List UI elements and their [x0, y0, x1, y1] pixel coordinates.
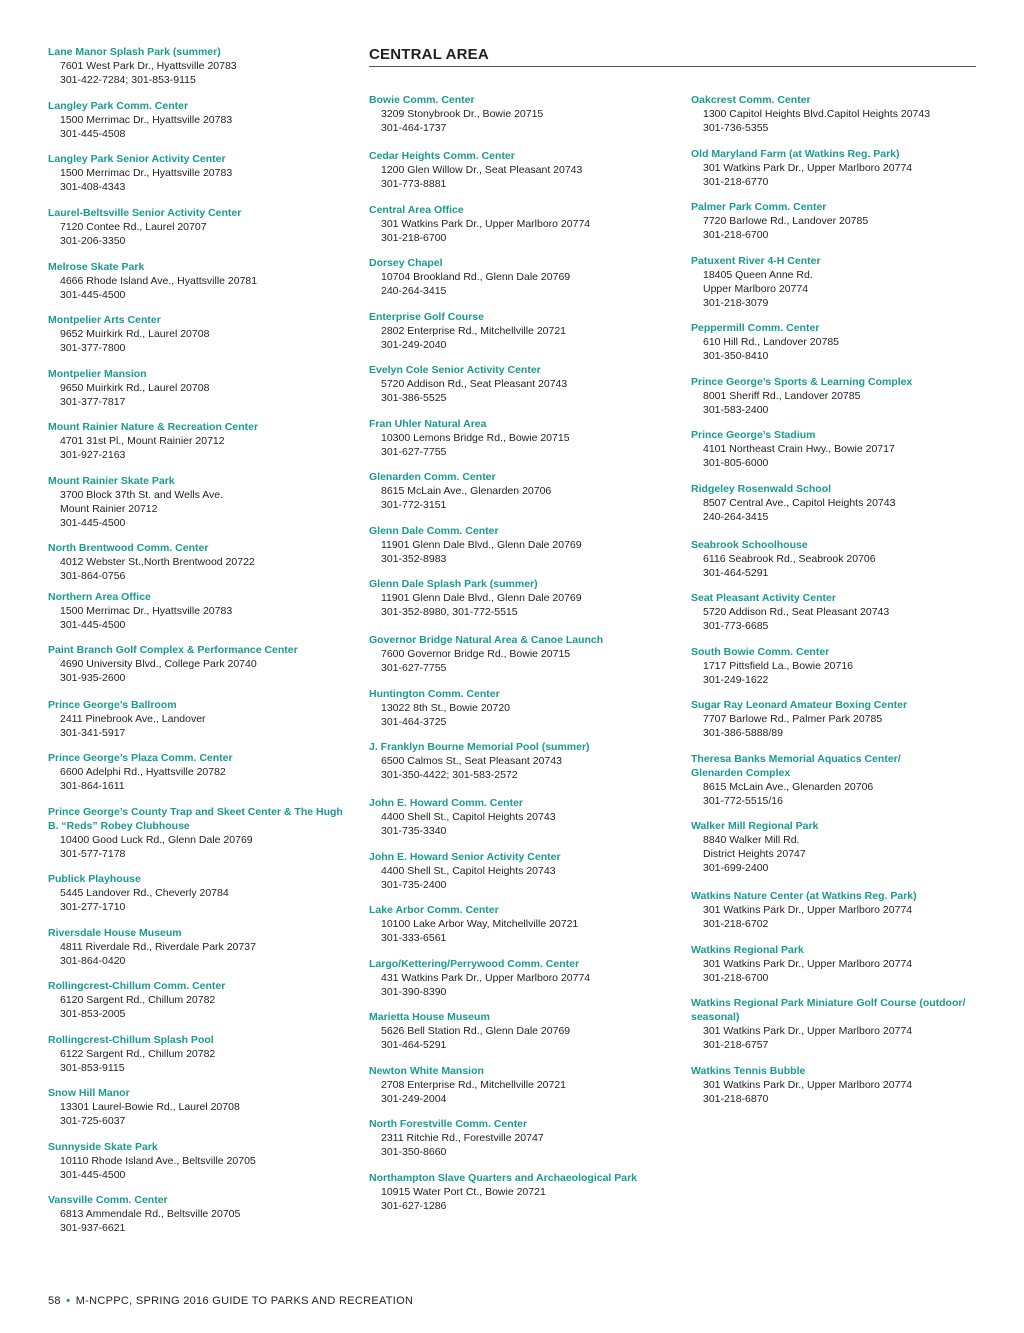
facility-name: Vansville Comm. Center [48, 1194, 168, 1206]
facility-phone: 301-699-2400 [703, 862, 769, 874]
facility-phone: 301-577-7178 [60, 848, 126, 860]
facility-name: Theresa Banks Memorial Aquatics Center/ [691, 753, 901, 765]
facility-phone: 301-627-1286 [381, 1200, 447, 1212]
facility-address: 431 Watkins Park Dr., Upper Marlboro 20774 [381, 972, 591, 984]
facility-entry-oakcrest-comm-center [691, 93, 991, 135]
facility-address: 4666 Rhode Island Ave., Hyattsville 20781 [60, 275, 258, 287]
facility-name: Marietta House Museum [369, 1011, 490, 1023]
facility-entry-seat-pleasant-activity-center [691, 591, 991, 633]
facility-entry-laurel-beltsville-senior-activity-center [48, 206, 348, 248]
facility-name: Evelyn Cole Senior Activity Center [369, 364, 541, 376]
facility-entry-prince-george-s-plaza-comm-center [48, 751, 348, 793]
facility-name: Prince George’s Ballroom [48, 699, 177, 711]
facility-phone: 301-772-3151 [381, 499, 447, 511]
facility-entry-ridgeley-rosenwald-school [691, 482, 991, 524]
facility-phone: 301-249-2040 [381, 339, 447, 351]
facility-address: 6500 Calmos St., Seat Pleasant 20743 [381, 755, 562, 767]
facility-name: Ridgeley Rosenwald School [691, 483, 832, 495]
facility-name: Huntington Comm. Center [369, 688, 500, 700]
facility-entry-fran-uhler-natural-area [369, 417, 669, 459]
facility-address: 6600 Adelphi Rd., Hyattsville 20782 [60, 766, 226, 778]
facility-name-continued: B. “Reds” Robey Clubhouse [48, 820, 190, 832]
facility-phone: 301-445-4500 [60, 289, 126, 301]
facility-phone: 301-853-9115 [60, 1062, 125, 1074]
facility-phone: 301-805-6000 [703, 457, 769, 469]
facility-entry-melrose-skate-park [48, 260, 348, 302]
facility-entry-john-e-howard-senior-activity-center [369, 850, 669, 892]
facility-address: District Heights 20747 [703, 848, 806, 860]
facility-address: 8840 Walker Mill Rd. [703, 834, 800, 846]
facility-entry-walker-mill-regional-park [691, 819, 991, 875]
facility-address: 5445 Landover Rd., Cheverly 20784 [60, 887, 229, 899]
facility-name: Bowie Comm. Center [369, 94, 475, 106]
facility-name: Laurel-Beltsville Senior Activity Center [48, 207, 242, 219]
facility-phone: 301-735-3340 [381, 825, 447, 837]
facility-address: 4101 Northeast Crain Hwy., Bowie 20717 [703, 443, 895, 455]
facility-address: 2708 Enterprise Rd., Mitchellville 20721 [381, 1079, 567, 1091]
facility-name: Governor Bridge Natural Area & Canoe Launch [369, 634, 604, 646]
facility-name: Glenn Dale Comm. Center [369, 525, 499, 537]
facility-address: 10300 Lemons Bridge Rd., Bowie 20715 [381, 432, 570, 444]
facility-entry-prince-george-s-county-trap-and-skeet-center-the-hugh [48, 805, 348, 861]
facility-phone: 301-377-7817 [60, 396, 126, 408]
facility-name: Langley Park Comm. Center [48, 100, 189, 112]
facility-address: 10100 Lake Arbor Way, Mitchellville 20721 [381, 918, 579, 930]
facility-entry-peppermill-comm-center [691, 321, 991, 363]
footer-text: M-NCPPC, SPRING 2016 GUIDE TO PARKS AND RECREATION [75, 1295, 414, 1307]
facility-address: 1300 Capitol Heights Blvd.Capitol Heights 20743 [703, 108, 931, 120]
facility-name: Rollingcrest-Chillum Splash Pool [48, 1034, 214, 1046]
facility-phone: 301-386-5525 [381, 392, 447, 404]
facility-phone: 301-864-0756 [60, 570, 126, 582]
facility-phone: 301-390-8390 [381, 986, 447, 998]
facility-address: 2311 Ritchie Rd., Forestville 20747 [381, 1132, 544, 1144]
facility-entry-montpelier-mansion [48, 367, 348, 409]
facility-entry-langley-park-comm-center [48, 99, 348, 141]
facility-entry-huntington-comm-center [369, 687, 669, 729]
facility-entry-south-bowie-comm-center [691, 645, 991, 687]
facility-name: J. Franklyn Bourne Memorial Pool (summer) [369, 741, 590, 753]
facility-name: Sugar Ray Leonard Amateur Boxing Center [691, 699, 908, 711]
facility-name: North Forestville Comm. Center [369, 1118, 528, 1130]
facility-entry-palmer-park-comm-center [691, 200, 991, 242]
facility-name-continued: Glenarden Complex [691, 767, 791, 779]
facility-name: Oakcrest Comm. Center [691, 94, 811, 106]
facility-name: Enterprise Golf Course [369, 311, 484, 323]
facility-name: Glenn Dale Splash Park (summer) [369, 578, 538, 590]
page-number: 58 [48, 1295, 61, 1307]
facility-entry-prince-george-s-stadium [691, 428, 991, 470]
facility-entry-glenn-dale-comm-center [369, 524, 669, 566]
facility-entry-prince-george-s-sports-learning-complex [691, 375, 991, 417]
facility-address: 11901 Glenn Dale Blvd., Glenn Dale 20769 [381, 539, 582, 551]
facility-phone: 301-937-6621 [60, 1222, 126, 1234]
facility-address: 7601 West Park Dr., Hyattsville 20783 [60, 60, 237, 72]
facility-entry-watkins-tennis-bubble [691, 1064, 991, 1106]
facility-address: 18405 Queen Anne Rd. [703, 269, 813, 281]
facility-name: Montpelier Arts Center [48, 314, 161, 326]
facility-phone: 301-333-6561 [381, 932, 447, 944]
facility-phone: 301-352-8983 [381, 553, 447, 565]
facility-name: Patuxent River 4-H Center [691, 255, 821, 267]
facility-phone: 301-736-5355 [703, 122, 769, 134]
facility-address: 10915 Water Port Ct., Bowie 20721 [381, 1186, 546, 1198]
facility-entry-watkins-regional-park-miniature-golf-course-outdoor [691, 996, 991, 1052]
facility-phone: 301-218-6700 [703, 972, 769, 984]
section-heading: CENTRAL AREA [369, 46, 976, 67]
facility-phone: 301-464-3725 [381, 716, 447, 728]
facility-name: Seat Pleasant Activity Center [691, 592, 836, 604]
facility-phone: 301-218-6700 [703, 229, 769, 241]
facility-entry-publick-playhouse [48, 872, 348, 914]
facility-phone: 301-773-6685 [703, 620, 769, 632]
facility-name: Old Maryland Farm (at Watkins Reg. Park) [691, 148, 900, 160]
facility-phone: 301-218-6870 [703, 1093, 769, 1105]
facility-entry-glenn-dale-splash-park-summer [369, 577, 669, 619]
facility-phone: 301-206-3350 [60, 235, 126, 247]
facility-address: 5720 Addison Rd., Seat Pleasant 20743 [381, 378, 568, 390]
facility-address: 301 Watkins Park Dr., Upper Marlboro 20774 [381, 218, 591, 230]
facility-phone: 301-249-1622 [703, 674, 769, 686]
facility-entry-northampton-slave-quarters-and-archaeological-park [369, 1171, 669, 1213]
facility-name: South Bowie Comm. Center [691, 646, 830, 658]
facility-phone: 301-935-2600 [60, 672, 126, 684]
facility-entry-seabrook-schoolhouse [691, 538, 991, 580]
facility-name: Northampton Slave Quarters and Archaeological Park [369, 1172, 638, 1184]
facility-address: 7720 Barlowe Rd., Landover 20785 [703, 215, 869, 227]
facility-address: 4690 University Blvd., College Park 20740 [60, 658, 257, 670]
facility-phone: 301-218-6700 [381, 232, 447, 244]
facility-entry-snow-hill-manor [48, 1086, 348, 1128]
facility-entry-governor-bridge-natural-area-canoe-launch [369, 633, 669, 675]
facility-address: 4811 Riverdale Rd., Riverdale Park 20737 [60, 941, 256, 953]
facility-address: 610 Hill Rd., Landover 20785 [703, 336, 840, 348]
facility-address: 7120 Contee Rd., Laurel 20707 [60, 221, 207, 233]
facility-address: 6122 Sargent Rd., Chillum 20782 [60, 1048, 216, 1060]
facility-entry-bowie-comm-center [369, 93, 669, 135]
facility-phone: 301-350-8660 [381, 1146, 447, 1158]
facility-phone: 301-627-7755 [381, 662, 447, 674]
facility-address: 10400 Good Luck Rd., Glenn Dale 20769 [60, 834, 253, 846]
facility-name-continued: seasonal) [691, 1011, 740, 1023]
facility-entry-north-brentwood-comm-center [48, 541, 348, 583]
facility-address: 5626 Bell Station Rd., Glenn Dale 20769 [381, 1025, 571, 1037]
facility-name: Peppermill Comm. Center [691, 322, 820, 334]
facility-address: 11901 Glenn Dale Blvd., Glenn Dale 20769 [381, 592, 582, 604]
facility-entry-newton-white-mansion [369, 1064, 669, 1106]
facility-entry-prince-george-s-ballroom [48, 698, 348, 740]
facility-address: 1500 Merrimac Dr., Hyattsville 20783 [60, 167, 233, 179]
facility-entry-northern-area-office [48, 590, 348, 632]
facility-entry-paint-branch-golf-complex-performance-center [48, 643, 348, 685]
facility-entry-mount-rainier-nature-recreation-center [48, 420, 348, 462]
facility-phone: 301-350-8410 [703, 350, 769, 362]
facility-name: Dorsey Chapel [369, 257, 443, 269]
facility-phone: 301-445-4500 [60, 1169, 126, 1181]
facility-entry-langley-park-senior-activity-center [48, 152, 348, 194]
facility-address: 1717 Pittsfield La., Bowie 20716 [703, 660, 854, 672]
facility-phone: 301-408-4343 [60, 181, 126, 193]
facility-phone: 301-218-6757 [703, 1039, 769, 1051]
facility-phone: 301-735-2400 [381, 879, 447, 891]
facility-name: Rollingcrest-Chillum Comm. Center [48, 980, 226, 992]
facility-entry-vansville-comm-center [48, 1193, 348, 1235]
facility-name: Cedar Heights Comm. Center [369, 150, 515, 162]
facility-name: Mount Rainier Nature & Recreation Center [48, 421, 259, 433]
facility-entry-marietta-house-museum [369, 1010, 669, 1052]
facility-phone: 301-422-7284; 301-853-9115 [60, 74, 196, 86]
facility-phone: 301-725-6037 [60, 1115, 126, 1127]
facility-address: 301 Watkins Park Dr., Upper Marlboro 20774 [703, 1025, 913, 1037]
facility-phone: 301-464-5291 [703, 567, 769, 579]
footer-separator: • [66, 1295, 71, 1307]
facility-name: Watkins Regional Park [691, 944, 804, 956]
facility-name: Snow Hill Manor [48, 1087, 130, 1099]
facility-address: 9652 Muirkirk Rd., Laurel 20708 [60, 328, 210, 340]
facility-entry-watkins-nature-center-at-watkins-reg-park [691, 889, 991, 931]
facility-address: 3700 Block 37th St. and Wells Ave. [60, 489, 224, 501]
facility-address: 4400 Shell St., Capitol Heights 20743 [381, 865, 556, 877]
facility-address: 301 Watkins Park Dr., Upper Marlboro 20774 [703, 904, 913, 916]
facility-phone: 301-927-2163 [60, 449, 126, 461]
facility-entry-sugar-ray-leonard-amateur-boxing-center [691, 698, 991, 740]
facility-name: Glenarden Comm. Center [369, 471, 496, 483]
facility-entry-enterprise-golf-course [369, 310, 669, 352]
facility-name: Publick Playhouse [48, 873, 141, 885]
facility-name: Palmer Park Comm. Center [691, 201, 827, 213]
facility-address: 4400 Shell St., Capitol Heights 20743 [381, 811, 556, 823]
facility-address: 8001 Sheriff Rd., Landover 20785 [703, 390, 861, 402]
facility-name: Walker Mill Regional Park [691, 820, 819, 832]
facility-name: Riversdale House Museum [48, 927, 182, 939]
facility-entry-mount-rainier-skate-park [48, 474, 348, 530]
facility-entry-riversdale-house-museum [48, 926, 348, 968]
facility-address: Mount Rainier 20712 [60, 503, 158, 515]
facility-address: 10704 Brookland Rd., Glenn Dale 20769 [381, 271, 571, 283]
facility-phone: 301-277-1710 [60, 901, 126, 913]
facility-address: 301 Watkins Park Dr., Upper Marlboro 20774 [703, 958, 913, 970]
facility-phone: 301-352-8980, 301-772-5515 [381, 606, 518, 618]
facility-name: Melrose Skate Park [48, 261, 145, 273]
facility-entry-montpelier-arts-center [48, 313, 348, 355]
facility-entry-rollingcrest-chillum-splash-pool [48, 1033, 348, 1075]
facility-entry-central-area-office [369, 203, 669, 245]
facility-address: 6813 Ammendale Rd., Beltsville 20705 [60, 1208, 241, 1220]
facility-address: 5720 Addison Rd., Seat Pleasant 20743 [703, 606, 890, 618]
facility-phone: 301-864-1611 [60, 780, 125, 792]
facility-name: Fran Uhler Natural Area [369, 418, 487, 430]
facility-address: 3209 Stonybrook Dr., Bowie 20715 [381, 108, 544, 120]
facility-name: North Brentwood Comm. Center [48, 542, 209, 554]
facility-address: Upper Marlboro 20774 [703, 283, 809, 295]
facility-address: 13022 8th St., Bowie 20720 [381, 702, 511, 714]
facility-address: 4012 Webster St.,North Brentwood 20722 [60, 556, 255, 568]
facility-entry-lake-arbor-comm-center [369, 903, 669, 945]
facility-address: 2411 Pinebrook Ave., Landover [60, 713, 206, 725]
facility-name: Northern Area Office [48, 591, 151, 603]
facility-address: 6120 Sargent Rd., Chillum 20782 [60, 994, 216, 1006]
facility-entry-sunnyside-skate-park [48, 1140, 348, 1182]
facility-name: Watkins Nature Center (at Watkins Reg. Park) [691, 890, 917, 902]
facility-entry-old-maryland-farm-at-watkins-reg-park [691, 147, 991, 189]
facility-phone: 301-445-4500 [60, 517, 126, 529]
facility-phone: 301-218-6702 [703, 918, 769, 930]
facility-name: Paint Branch Golf Complex & Performance Center [48, 644, 298, 656]
facility-phone: 301-627-7755 [381, 446, 447, 458]
facility-name: Montpelier Mansion [48, 368, 147, 380]
facility-phone: 301-772-5515/16 [703, 795, 783, 807]
facility-entry-j-franklyn-bourne-memorial-pool-summer [369, 740, 669, 782]
facility-address: 1200 Glen Willow Dr., Seat Pleasant 20743 [381, 164, 583, 176]
facility-name: Newton White Mansion [369, 1065, 484, 1077]
facility-name: Watkins Regional Park Miniature Golf Course (outdoor/ [691, 997, 966, 1009]
facility-phone: 301-377-7800 [60, 342, 126, 354]
facility-phone: 240-264-3415 [703, 511, 769, 523]
facility-entry-cedar-heights-comm-center [369, 149, 669, 191]
facility-entry-theresa-banks-memorial-aquatics-center [691, 752, 991, 808]
facility-name: Central Area Office [369, 204, 464, 216]
facility-name: Prince George’s County Trap and Skeet Center & The Hugh [48, 806, 343, 818]
facility-entry-glenarden-comm-center [369, 470, 669, 512]
facility-name: John E. Howard Comm. Center [369, 797, 524, 809]
facility-entry-watkins-regional-park [691, 943, 991, 985]
facility-phone: 301-853-2005 [60, 1008, 126, 1020]
facility-entry-north-forestville-comm-center [369, 1117, 669, 1159]
facility-entry-patuxent-river-4-h-center [691, 254, 991, 310]
page-footer [48, 1295, 413, 1307]
facility-address: 8507 Central Ave., Capitol Heights 20743 [703, 497, 896, 509]
facility-entry-rollingcrest-chillum-comm-center [48, 979, 348, 1021]
facility-phone: 301-464-5291 [381, 1039, 447, 1051]
facility-address: 301 Watkins Park Dr., Upper Marlboro 20774 [703, 162, 913, 174]
facility-phone: 301-249-2004 [381, 1093, 447, 1105]
facility-address: 8615 McLain Ave., Glenarden 20706 [703, 781, 874, 793]
facility-name: Prince George’s Stadium [691, 429, 816, 441]
facility-name: Sunnyside Skate Park [48, 1141, 158, 1153]
facility-phone: 301-773-8881 [381, 178, 447, 190]
facility-entry-dorsey-chapel [369, 256, 669, 298]
facility-phone: 301-583-2400 [703, 404, 769, 416]
facility-phone: 301-445-4500 [60, 619, 126, 631]
facility-address: 7707 Barlowe Rd., Palmer Park 20785 [703, 713, 883, 725]
facility-address: 2802 Enterprise Rd., Mitchellville 20721 [381, 325, 567, 337]
facility-phone: 301-218-3079 [703, 297, 769, 309]
facility-name: John E. Howard Senior Activity Center [369, 851, 561, 863]
facility-address: 13301 Laurel-Bowie Rd., Laurel 20708 [60, 1101, 240, 1113]
facility-name: Prince George’s Sports & Learning Complex [691, 376, 913, 388]
facility-phone: 301-218-6770 [703, 176, 769, 188]
facility-address: 1500 Merrimac Dr., Hyattsville 20783 [60, 114, 233, 126]
facility-entry-john-e-howard-comm-center [369, 796, 669, 838]
facility-address: 4701 31st Pl., Mount Rainier 20712 [60, 435, 225, 447]
facility-address: 7600 Governor Bridge Rd., Bowie 20715 [381, 648, 571, 660]
facility-phone: 301-464-1737 [381, 122, 447, 134]
facility-entry-evelyn-cole-senior-activity-center [369, 363, 669, 405]
facility-name: Langley Park Senior Activity Center [48, 153, 226, 165]
facility-entry-largo-kettering-perrywood-comm-center [369, 957, 669, 999]
facility-name: Watkins Tennis Bubble [691, 1065, 806, 1077]
facility-name: Mount Rainier Skate Park [48, 475, 175, 487]
facility-name: Largo/Kettering/Perrywood Comm. Center [369, 958, 580, 970]
facility-address: 6116 Seabrook Rd., Seabrook 20706 [703, 553, 876, 565]
facility-name: Seabrook Schoolhouse [691, 539, 808, 551]
facility-phone: 301-341-5917 [60, 727, 126, 739]
facility-name: Prince George’s Plaza Comm. Center [48, 752, 233, 764]
facility-address: 1500 Merrimac Dr., Hyattsville 20783 [60, 605, 233, 617]
facility-phone: 240-264-3415 [381, 285, 447, 297]
facility-phone: 301-864-0420 [60, 955, 126, 967]
facility-address: 9650 Muirkirk Rd., Laurel 20708 [60, 382, 210, 394]
facility-name: Lane Manor Splash Park (summer) [48, 46, 221, 58]
facility-phone: 301-445-4508 [60, 128, 126, 140]
facility-phone: 301-350-4422; 301-583-2572 [381, 769, 518, 781]
facility-address: 10110 Rhode Island Ave., Beltsville 20705 [60, 1155, 256, 1167]
facility-address: 301 Watkins Park Dr., Upper Marlboro 20774 [703, 1079, 913, 1091]
facility-address: 8615 McLain Ave., Glenarden 20706 [381, 485, 552, 497]
facility-phone: 301-386-5888/89 [703, 727, 783, 739]
facility-name: Lake Arbor Comm. Center [369, 904, 499, 916]
facility-entry-lane-manor-splash-park-summer [48, 45, 348, 87]
